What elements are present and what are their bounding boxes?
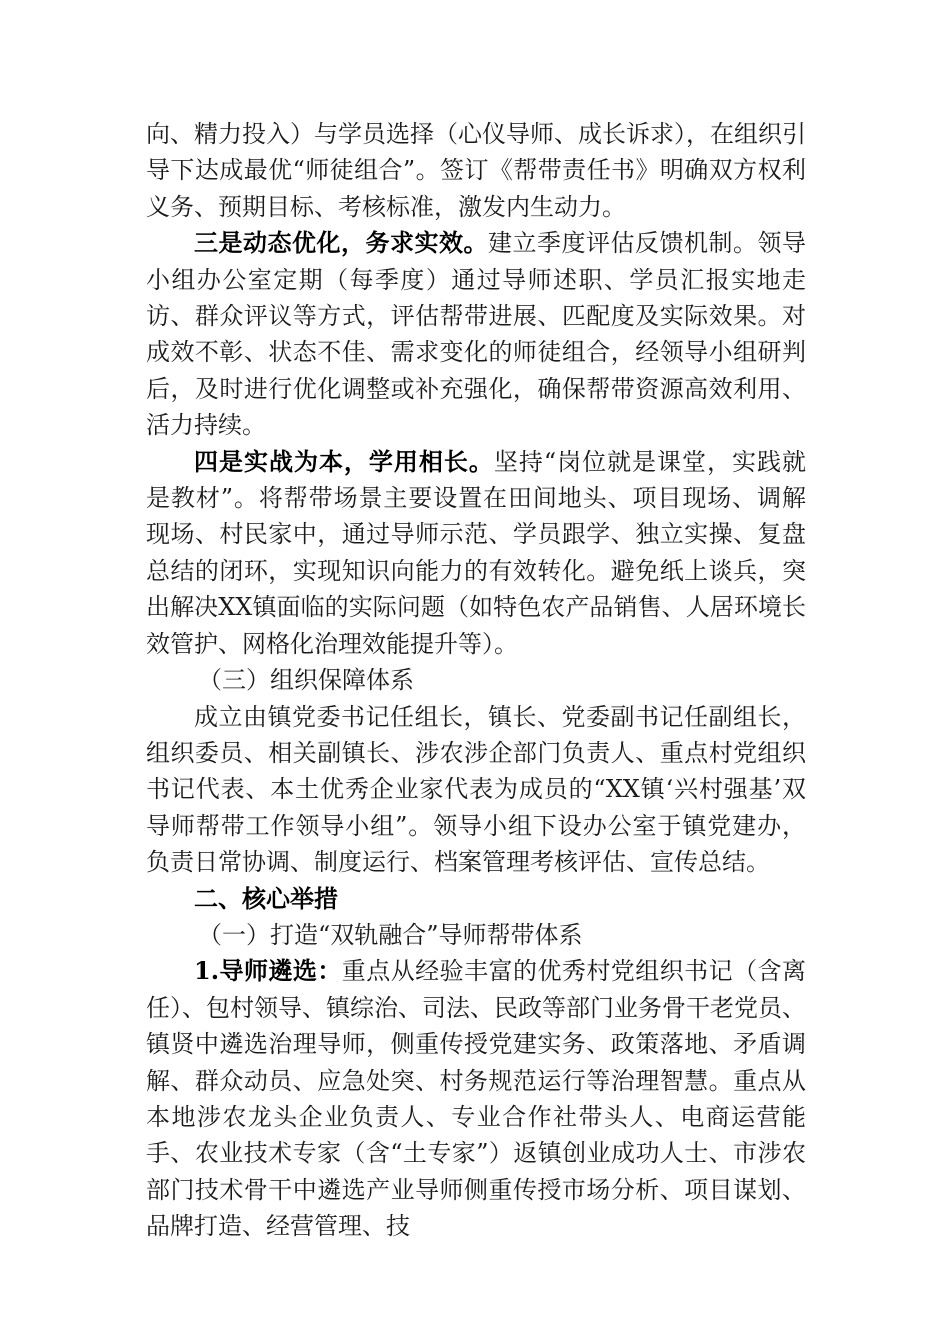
paragraph-body: 建立季度评估反馈机制。领导小组办公室定期（每季度）通过导师述职、学员汇报实地走访、群众评议等方式，评估帮带进展、匹配度及实际效果。对成效不彰、状态不佳、需求变化的师徒组合，经领导小组研判后，及时进行优化调整或补充强化，确保帮带资源高效利用、活力持续。 bbox=[146, 229, 806, 440]
paragraph-lead: 1.导师遴选： bbox=[194, 956, 342, 986]
paragraph-practice-first bbox=[146, 444, 806, 662]
paragraph-lead: 三是动态优化，务求实效。 bbox=[194, 228, 488, 258]
document-body bbox=[146, 116, 806, 1245]
paragraph-mentor-selection bbox=[146, 953, 806, 1244]
paragraph-matching: 向、精力投入）与学员选择（心仪导师、成长诉求），在组织引导下达成最优“师徒组合”。签订《帮带责任书》明确双方权利义务、预期目标、考核标准，激发内生动力。 bbox=[146, 120, 806, 221]
section-heading-organization: （三）组织保障体系 bbox=[198, 666, 414, 695]
paragraph-lead: 四是实战为本，学用相长。 bbox=[194, 446, 494, 476]
chapter-heading-core-measures: 二、核心举措 bbox=[194, 883, 338, 913]
paragraph-dynamic-optimization bbox=[146, 225, 806, 443]
section-heading-dual-track: （一）打造“双轨融合”导师帮带体系 bbox=[198, 920, 583, 949]
paragraph-body: 重点从经验丰富的优秀村党组织书记（含离任）、包村领导、镇综治、司法、民政等部门业务骨干老党员、镇贤中遴选治理导师，侧重传授党建实务、政策落地、矛盾调解、群众动员、应急处突、村务规范运行等治理智慧。重点从本地涉农龙头企业负责人、专业合作社带头人、电商运营能手、农业技术专家（含“土专家”）返镇创业成功人士、市涉农部门技术骨干中遴选产业导师侧重传授市场分析、项目谋划、品牌打造、经营管理、技 bbox=[146, 957, 806, 1241]
paragraph-leading-group: 成立由镇党委书记任组长，镇长、党委副书记任副组长，组织委员、相关副镇长、涉农涉企部门负责人、重点村党组织书记代表、本土优秀企业家代表为成员的“XX镇‘兴村强基’双导师帮带工作领导小组”。领导小组下设办公室于镇党建办，负责日常协调、制度运行、档案管理考核评估、宣传总结。 bbox=[146, 702, 806, 877]
paragraph-body: 坚持“岗位就是课堂，实践就是教材”。将帮带场景主要设置在田间地头、项目现场、调解现场、村民家中，通过导师示范、学员跟学、独立实操、复盘总结的闭环，实现知识向能力的有效转化。避免纸上谈兵，突出解决XX镇面临的实际问题（如特色农产品销售、人居环境长效管护、网格化治理效能提升等）。 bbox=[146, 447, 806, 658]
